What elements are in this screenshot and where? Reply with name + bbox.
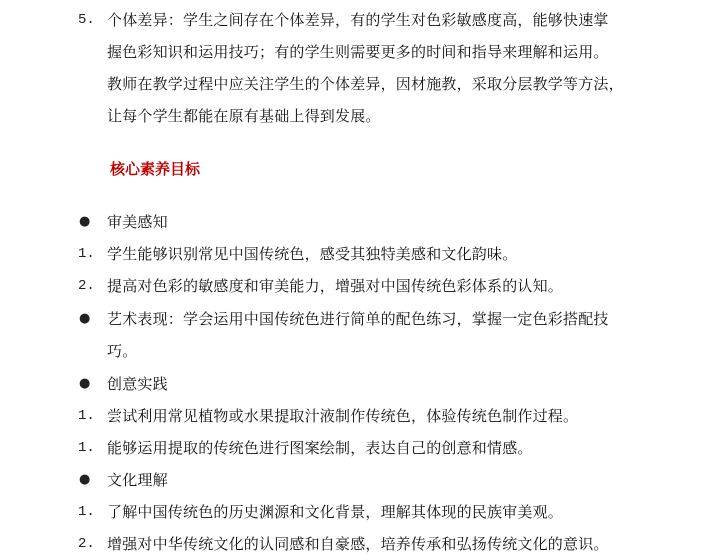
section5-number: 5. — [78, 12, 95, 28]
core-literacy-heading: 核心素养目标 — [110, 160, 201, 178]
section5-line-4 — [0, 100, 705, 132]
list-number: 2. — [78, 536, 95, 552]
list-item-continuation — [0, 335, 705, 367]
list-item — [0, 206, 705, 238]
section5-line-1 — [0, 4, 705, 36]
list-item — [0, 432, 705, 464]
list-item-text: 艺术表现：学会运用中国传统色进行简单的配色练习，掌握一定色彩搭配技 — [107, 310, 609, 328]
list-item — [0, 528, 705, 560]
list-item-text: 审美感知 — [107, 213, 168, 231]
list-item-text: 文化理解 — [107, 471, 168, 489]
section5-text-2: 握色彩知识和运用技巧；有的学生则需要更多的时间和指导来理解和运用。 — [107, 43, 609, 61]
list-item-text: 了解中国传统色的历史渊源和文化背景，理解其体现的民族审美观。 — [107, 503, 564, 521]
section5-line-3 — [0, 68, 705, 100]
list-number: 1. — [78, 408, 95, 424]
list-item — [0, 303, 705, 335]
list-number: 2. — [78, 278, 95, 294]
section5-text-3: 教师在教学过程中应关注学生的个体差异，因材施教，采取分层教学等方法， — [107, 75, 624, 93]
list-item-text: 巧。 — [107, 342, 138, 360]
bullet-icon: ● — [79, 376, 91, 391]
section5-line-2 — [0, 36, 705, 68]
core-literacy-heading-row — [0, 153, 705, 185]
list-number: 1. — [78, 440, 95, 456]
list-item-text: 学生能够识别常见中国传统色，感受其独特美感和文化韵味。 — [107, 245, 518, 263]
list-item — [0, 464, 705, 496]
list-item — [0, 270, 705, 302]
bullet-icon: ● — [79, 311, 91, 326]
list-number: 1. — [78, 246, 95, 262]
section5-text-1: 个体差异：学生之间存在个体差异，有的学生对色彩敏感度高，能够快速掌 — [107, 11, 609, 29]
bullet-icon: ● — [79, 472, 91, 487]
list-item-text: 提高对色彩的敏感度和审美能力，增强对中国传统色彩体系的认知。 — [107, 277, 564, 295]
list-item-text: 增强对中华传统文化的认同感和自豪感，培养传承和弘扬传统文化的意识。 — [107, 535, 609, 553]
list-item — [0, 400, 705, 432]
section5-text-4: 让每个学生都能在原有基础上得到发展。 — [107, 107, 381, 125]
list-item — [0, 496, 705, 528]
list-item-text: 能够运用提取的传统色进行图案绘制，表达自己的创意和情感。 — [107, 439, 533, 457]
list-item — [0, 238, 705, 270]
list-item-text: 尝试利用常见植物或水果提取汁液制作传统色，体验传统色制作过程。 — [107, 407, 579, 425]
list-item — [0, 368, 705, 400]
bullet-icon: ● — [79, 214, 91, 229]
list-number: 1. — [78, 504, 95, 520]
list-item-text: 创意实践 — [107, 375, 168, 393]
